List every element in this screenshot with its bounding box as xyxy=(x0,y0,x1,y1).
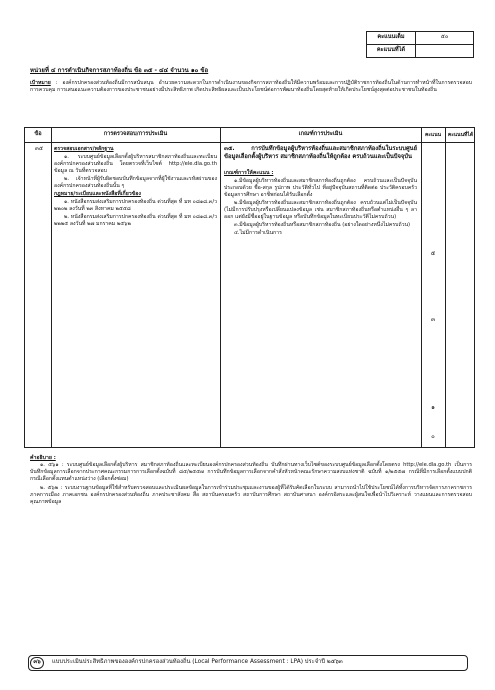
law-heading: กฎหมาย/ระเบียบและหนังสือที่เกี่ยวข้อง xyxy=(54,191,141,198)
header-inspection: การตรวจสอบ/การประเมิน xyxy=(103,131,168,138)
header-obtained: คะแนนที่ได้ xyxy=(447,131,474,138)
score-value: ๐ xyxy=(431,433,435,440)
assessment-table xyxy=(24,127,475,448)
notes-section xyxy=(30,455,472,508)
footer-text: แบบประเมินประสิทธิภาพขององค์กรปกครองส่วนท้องถิ่น (Local Performance Assessment : LPA) ประจำปี ๒๕๖๓ xyxy=(52,659,343,665)
header-item-no: ข้อ xyxy=(34,131,42,138)
criteria-heading: เกณฑ์การให้คะแนน : xyxy=(224,169,274,176)
section-title-prefix: หน่วยที่ ๔ xyxy=(30,67,56,74)
full-score-label: คะแนนเต็ม xyxy=(367,32,416,45)
purpose-label: เป้าหมาย xyxy=(30,80,51,86)
table-divider xyxy=(421,128,422,447)
table-divider xyxy=(445,128,446,447)
purpose-paragraph xyxy=(30,80,472,94)
criteria-title: ๓๕. การบันทึกข้อมูลผู้บริหารท้องถิ่นและสมาชิกสภาท้องถิ่นในระบบศูนย์ข้อมูลเลือกตั้งผู้บริหาร สมาชิกสภาท้องถิ่นให้ถูกต้อง ครบถ้วนและเป็นปัจจุบัน xyxy=(224,146,417,160)
section-title-rest: การดำเนินกิจการสภาท้องถิ่น ข้อ ๓๕ - ๔๔ จำนวน ๑๐ ข้อ xyxy=(55,67,209,74)
full-score-value: ๕๐ xyxy=(416,32,474,45)
page-number: ๓๖ xyxy=(30,657,44,669)
section-title xyxy=(30,67,470,75)
criteria-column xyxy=(224,146,417,238)
evidence-item-2: ๒. เจ้าหน้าที่ผู้รับผิดชอบบันทึกข้อมูลจากที่ผู้ใช้งานและรหัสผ่านขององค์กรปกครองส่วนท้องถิ่นนั้น ๆ xyxy=(54,176,217,190)
score-value: ๓ xyxy=(430,316,436,323)
notes-title: คำอธิบาย : xyxy=(30,455,56,461)
score-value: ๕ xyxy=(430,250,436,257)
note-1: ๑. ๕๖๑ : ระบบศูนย์ข้อมูลเลือกตั้งผู้บริหาร สมาชิกสภาท้องถิ่นและทะเบียนองค์กรปกครองส่วนท้องถิ่น บันทึกผ่านทางเว็บไซต์ของระบบศูนย์ข้อมูลเลือกตั้งโดยตรง http://ele.dla.go.th เป็นการบันทึกข้อมูลการเลือกจากประกาศคณะกรรมการการเลือกตั้งฉบับที่ ๘๕/๒๕๕๗ การบันทึกข้อมูลการเลือกจากคำสั่งหัวหน้าคณะรักษาความสงบแห่งชาติ ฉบับที่ ๑/๒๕๕๗ กรณีที่มีการเลือกตั้งแบบปกติ กรณีเลือกตั้งแทนตำแหน่งว่าง (เลือกตั้งซ่อม) xyxy=(30,462,472,483)
criteria-item-3: ๓.มีข้อมูลผู้บริหารท้องถิ่นหรือสมาชิกสภาท้องถิ่น (อย่างใดอย่างหนึ่งไม่ครบถ้วน) xyxy=(234,221,411,228)
criteria-item-4: ๔.ไม่มีการดำเนินการ xyxy=(234,229,282,236)
row-number: ๓๕ xyxy=(34,146,44,152)
score-value: ๑ xyxy=(431,404,435,411)
evidence-item-1: ๑. ระบบศูนย์ข้อมูลเลือกตั้งผู้บริหารสมาชิกสภาท้องถิ่นและทะเบียนองค์กรปกครองส่วนท้องถิ่น โดยตรวจที่เว็บไซต์ http://ele.dla.go.th ข้อมูล ณ วันที่ตรวจสอบ xyxy=(54,154,217,175)
header-score: คะแนน xyxy=(424,131,442,138)
table-header-divider xyxy=(25,142,474,143)
criteria-item-1: ๑.มีข้อมูลผู้บริหารท้องถิ่นและสมาชิกสภาท้องถิ่นถูกต้อง ครบถ้วนและเป็นปัจจุบัน ประกอบด้วย ชื่อ-สกุล รูปภาพ ประวัติทั่วไป ที่อยู่ปัจจุบันสถานที่ติดต่อ ประวัติครอบครัว ข้อมูลการศึกษา อาชีพก่อนได้รับเลือกตั้ง xyxy=(224,177,417,198)
criteria-item-2: ๒.มีข้อมูลผู้บริหารท้องถิ่นและสมาชิกสภาท้องถิ่นถูกต้อง ครบถ้วนแต่ไม่เป็นปัจจุบัน (ไม่มีการปรับปรุงหรือเปลี่ยนแปลงข้อมูล เช่น สมาชิกสภาท้องถิ่นหรือตำแหน่งอื่น ๆ ลาออก แต่ยังมีชื่ออยู่ในฐานข้อมูล หรือบันทึกข้อมูลในทะเบียนประวัติไม่ครบถ้วน) xyxy=(224,199,417,220)
evidence-heading: ตรวจสอบเอกสาร/หลักฐาน xyxy=(54,146,114,152)
law-item-2: ๒. หนังสือกรมส่งเสริมการปกครองท้องถิ่น ด่วนที่สุด ที่ มท ๐๘๑๘.๓/ว ๒๒๒๕ ลงวันที่ ๒๗ มกราคม ๒๕๖๒ xyxy=(54,214,217,228)
obtained-score-value xyxy=(416,45,474,58)
purpose-text: : องค์กรปกครองส่วนท้องถิ่นมีการสนับสนุน อำนวยความสะดวกในการดำเนินงานของกิจการสภาท้องถิ่นให้มีความพร้อมและการปฏิบัติราชการท้องถิ่นในด้านการทำหน้าที่ในการตรวจสอบ การควบคุม การเสนอแนะความต้องการของประชาชนอย่างมีประสิทธิภาพ เกิดประสิทธิผลและเป็นประโยชน์ต่อการพัฒนาท้องถิ่นโดยสุดท้ายให้เกิดประโยชน์สูงสุดต่อประชาชนในท้องถิ่น xyxy=(30,80,472,94)
obtained-score-label: คะแนนที่ได้ xyxy=(367,45,416,58)
note-2: ๒. ๕๖๒ : ระบบงานฐานข้อมูลที่ใช้สำหรับตรวจสอบและประเมินผลข้อมูลในการเข้าร่วมประชุมและงานของผู้ที่ได้รับคัดเลือกในระบบ สามารถนำไปใช้ประโยชน์ได้ทั้งการบริหารจัดการภาคราชการ ภาคการเมือง ภาคเอกชน องค์กรปกครองส่วนท้องถิ่น ภาคประชาสังคม สื่อ สถาบันครอบครัว สถาบันการศึกษา สถาบันศาสนา องค์กรอิสระและผู้สนใจเพื่อนำไปวิเคราะห์ วางแผนและการตรวจสอบคุณภาพข้อมูล xyxy=(30,485,472,506)
header-criteria: เกณฑ์การประเมิน xyxy=(298,131,343,138)
table-divider xyxy=(51,128,52,447)
law-item-1: ๑. หนังสือกรมส่งเสริมการปกครองท้องถิ่น ด่วนที่สุด ที่ มท ๐๘๑๘.๓/ว ๒๒๐๒ ลงวันที่ ๒๓ สิงหาคม ๒๕๕๘ xyxy=(54,199,217,213)
score-box xyxy=(366,31,474,58)
table-divider xyxy=(220,128,221,447)
inspection-column xyxy=(54,146,217,229)
